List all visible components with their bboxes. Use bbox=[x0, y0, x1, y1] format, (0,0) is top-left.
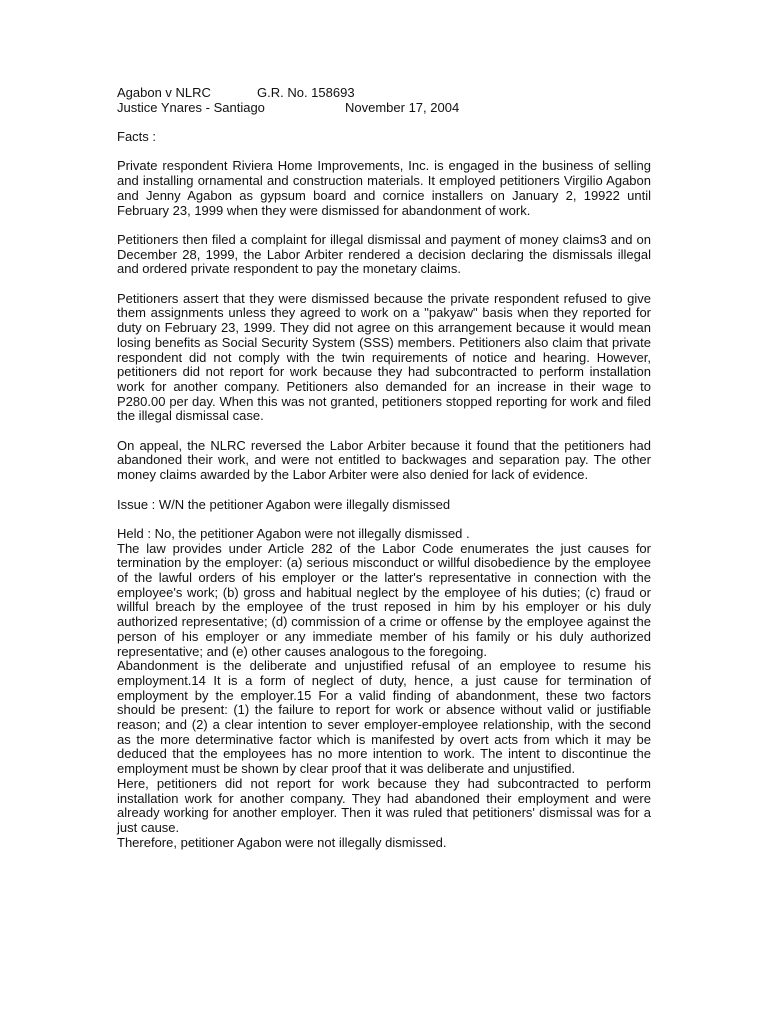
justice-name: Justice Ynares - Santiago bbox=[117, 100, 265, 115]
case-name: Agabon v NLRC bbox=[117, 85, 211, 100]
case-header-line-1 bbox=[117, 86, 651, 101]
gr-number: G.R. No. 158693 bbox=[257, 85, 355, 100]
issue-statement: Issue : W/N the petitioner Agabon were illegally dismissed bbox=[117, 496, 451, 512]
held-title: Held : No, the petitioner Agabon were not illegally dismissed . bbox=[117, 525, 470, 541]
held-paragraph-4: Therefore, petitioner Agabon were not illegally dismissed. bbox=[117, 834, 447, 850]
facts-paragraph-3: Petitioners assert that they were dismissed because the private respondent refused to give them assignments unless they agreed to work on a "pakyaw" basis when they reported for duty on February 23, 1999. They did not agree on this arrangement because it would mean losing benefits as Social Security System (SSS) members. Petitioners also claim that private respondent did not comply with the twin requirements of notice and hearing. However, petitioners did not report for work because they had subcontracted to perform installation work for another company. Petitioners also demanded for an increase in their wage to P280.00 per day. When this was not granted, petitioners stopped reporting for work and filed the illegal dismissal case. bbox=[117, 290, 651, 424]
held-paragraph-1: The law provides under Article 282 of the Labor Code enumerates the just causes for termination by the employer: (a) serious misconduct or willful disobedience by the employee of the lawful orders of his employer or the latter's representative in connection with the employee's work; (b) gross and habitual neglect by the employee of his duties; (c) fraud or willful breach by the employee of the trust reposed in him by his employer or his duly authorized representative; (d) commission of a crime or offense by the employee against the person of his employer or any immediate member of his family or his duly authorized representative; and (e) other causes analogous to the foregoing. bbox=[117, 540, 651, 659]
case-header-line-2 bbox=[117, 101, 651, 116]
held-section bbox=[117, 527, 651, 850]
facts-paragraph-4: On appeal, the NLRC reversed the Labor Arbiter because it found that the petitioners had abandoned their work, and were not entitled to backwages and separation pay. The other money claims awarded by the Labor Arbiter were also denied for lack of evidence. bbox=[117, 437, 651, 483]
facts-paragraph-2: Petitioners then filed a complaint for illegal dismissal and payment of money claims3 and on December 28, 1999, the Labor Arbiter rendered a decision declaring the dismissals illegal and ordered private respondent to pay the monetary claims. bbox=[117, 231, 651, 277]
held-paragraph-3: Here, petitioners did not report for work because they had subcontracted to perform installation work for another company. They had abandoned their employment and were already working for another employer. Then it was ruled that petitioners' dismissal was for a just cause. bbox=[117, 775, 651, 835]
facts-label: Facts : bbox=[117, 129, 157, 144]
decision-date: November 17, 2004 bbox=[345, 100, 460, 115]
facts-paragraph-1: Private respondent Riviera Home Improvements, Inc. is engaged in the business of selling and installing ornamental and construction materials. It employed petitioners Virgilio Agabon and Jenny Agabon as gypsum board and cornice installers on January 2, 19922 until February 23, 1999 when they were dismissed for abandonment of work. bbox=[117, 158, 651, 218]
document-page bbox=[117, 86, 651, 850]
held-paragraph-2: Abandonment is the deliberate and unjustified refusal of an employee to resume his employment.14 It is a form of neglect of duty, hence, a just cause for termination of employment by the employer.15 For a valid finding of abandonment, these two factors should be present: (1) the failure to report for work or absence without valid or justifiable reason; and (2) a clear intention to sever employer-employee relationship, with the second as the more determinative factor which is manifested by overt acts from which it may be deduced that the employees has no more intention to work. The intent to discontinue the employment must be shown by clear proof that it was deliberate and unjustified. bbox=[117, 658, 651, 777]
